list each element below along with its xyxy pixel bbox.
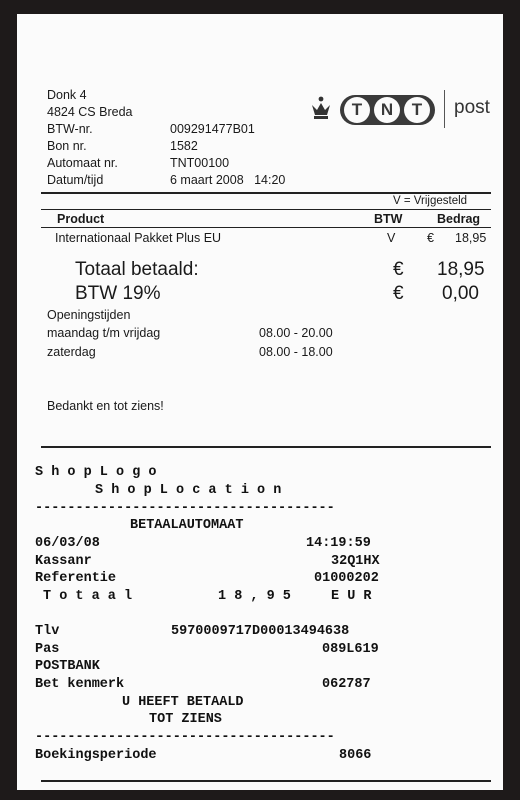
item-amount: 18,95 xyxy=(455,231,487,245)
vat-currency: € xyxy=(393,283,404,304)
pin-total-label: T o t a a l xyxy=(43,589,133,604)
total-label: Totaal betaald: xyxy=(75,259,199,280)
tnt-letter: T xyxy=(344,97,370,123)
pin-value: 5970009717D00013494638 xyxy=(171,624,350,639)
opening-hours: 08.00 - 18.00 xyxy=(259,345,333,359)
pin-period-value: 8066 xyxy=(339,748,372,763)
item-currency: € xyxy=(427,231,434,245)
item-name: Internationaal Pakket Plus EU xyxy=(55,231,222,245)
divider xyxy=(41,446,491,448)
pin-dashes: ------------------------------------- xyxy=(35,730,335,745)
tnt-oval xyxy=(340,95,435,125)
pin-dashes: ------------------------------------- xyxy=(35,501,335,516)
address-city: 4824 CS Breda xyxy=(47,105,133,119)
pin-date: 06/03/08 xyxy=(35,536,100,551)
opening-hours: 08.00 - 20.00 xyxy=(259,326,333,340)
info-label: Bon nr. xyxy=(47,139,87,153)
pin-total-amount: 1 8 , 9 5 xyxy=(218,589,291,604)
pin-label: Tlv xyxy=(35,624,60,639)
header-product: Product xyxy=(57,212,105,226)
pin-label: Referentie xyxy=(35,571,117,586)
vat-label: BTW 19% xyxy=(75,283,161,304)
tnt-letter: T xyxy=(404,97,430,123)
pin-shop-location: S h o p L o c a t i o n xyxy=(95,483,282,498)
info-value: 6 maart 2008 14:20 xyxy=(170,173,286,187)
info-label: Datum/tijd xyxy=(47,173,104,187)
post-label: post xyxy=(454,97,490,118)
pin-bank: POSTBANK xyxy=(35,659,100,674)
receipt xyxy=(17,14,503,790)
pin-label: Kassanr xyxy=(35,554,92,569)
pin-period-label: Boekingsperiode xyxy=(35,748,157,763)
header-btw: BTW xyxy=(374,212,403,226)
total-currency: € xyxy=(393,259,404,280)
pin-bye: TOT ZIENS xyxy=(149,712,222,727)
pin-bet-value: 062787 xyxy=(322,677,371,692)
opening-day: zaterdag xyxy=(47,345,96,359)
header-bedrag: Bedrag xyxy=(437,212,481,226)
vat-amount: 0,00 xyxy=(442,283,479,304)
pin-value: 32Q1HX xyxy=(331,554,380,569)
info-value: TNT00100 xyxy=(170,156,230,170)
item-btw: V xyxy=(387,231,396,245)
divider xyxy=(41,227,491,228)
pin-label: Pas xyxy=(35,642,60,657)
info-label: Automaat nr. xyxy=(47,156,118,170)
pin-shop-logo: S h o p L o g o xyxy=(35,465,157,480)
info-label: BTW-nr. xyxy=(47,122,93,136)
logo-divider xyxy=(444,90,445,128)
pin-paid: U HEEFT BETAALD xyxy=(122,695,244,710)
address-street: Donk 4 xyxy=(47,88,87,102)
pin-bet-label: Bet kenmerk xyxy=(35,677,125,692)
pin-value: 089L619 xyxy=(322,642,379,657)
divider xyxy=(41,780,491,782)
pin-total-currency: E U R xyxy=(331,589,372,604)
thanks-text: Bedankt en tot ziens! xyxy=(47,399,164,413)
crown-icon xyxy=(309,96,333,122)
divider xyxy=(41,192,491,194)
pin-value: 01000202 xyxy=(314,571,379,586)
opening-day: maandag t/m vrijdag xyxy=(47,326,161,340)
pin-time: 14:19:59 xyxy=(306,536,371,551)
info-value: 1582 xyxy=(170,139,198,153)
pin-title: BETAALAUTOMAAT xyxy=(130,518,244,533)
total-amount: 18,95 xyxy=(437,259,485,280)
divider xyxy=(41,209,491,210)
tnt-letter: N xyxy=(374,97,400,123)
info-value: 009291477B01 xyxy=(170,122,255,136)
vat-note: V = Vrijgesteld xyxy=(393,195,468,207)
opening-title: Openingstijden xyxy=(47,308,131,322)
